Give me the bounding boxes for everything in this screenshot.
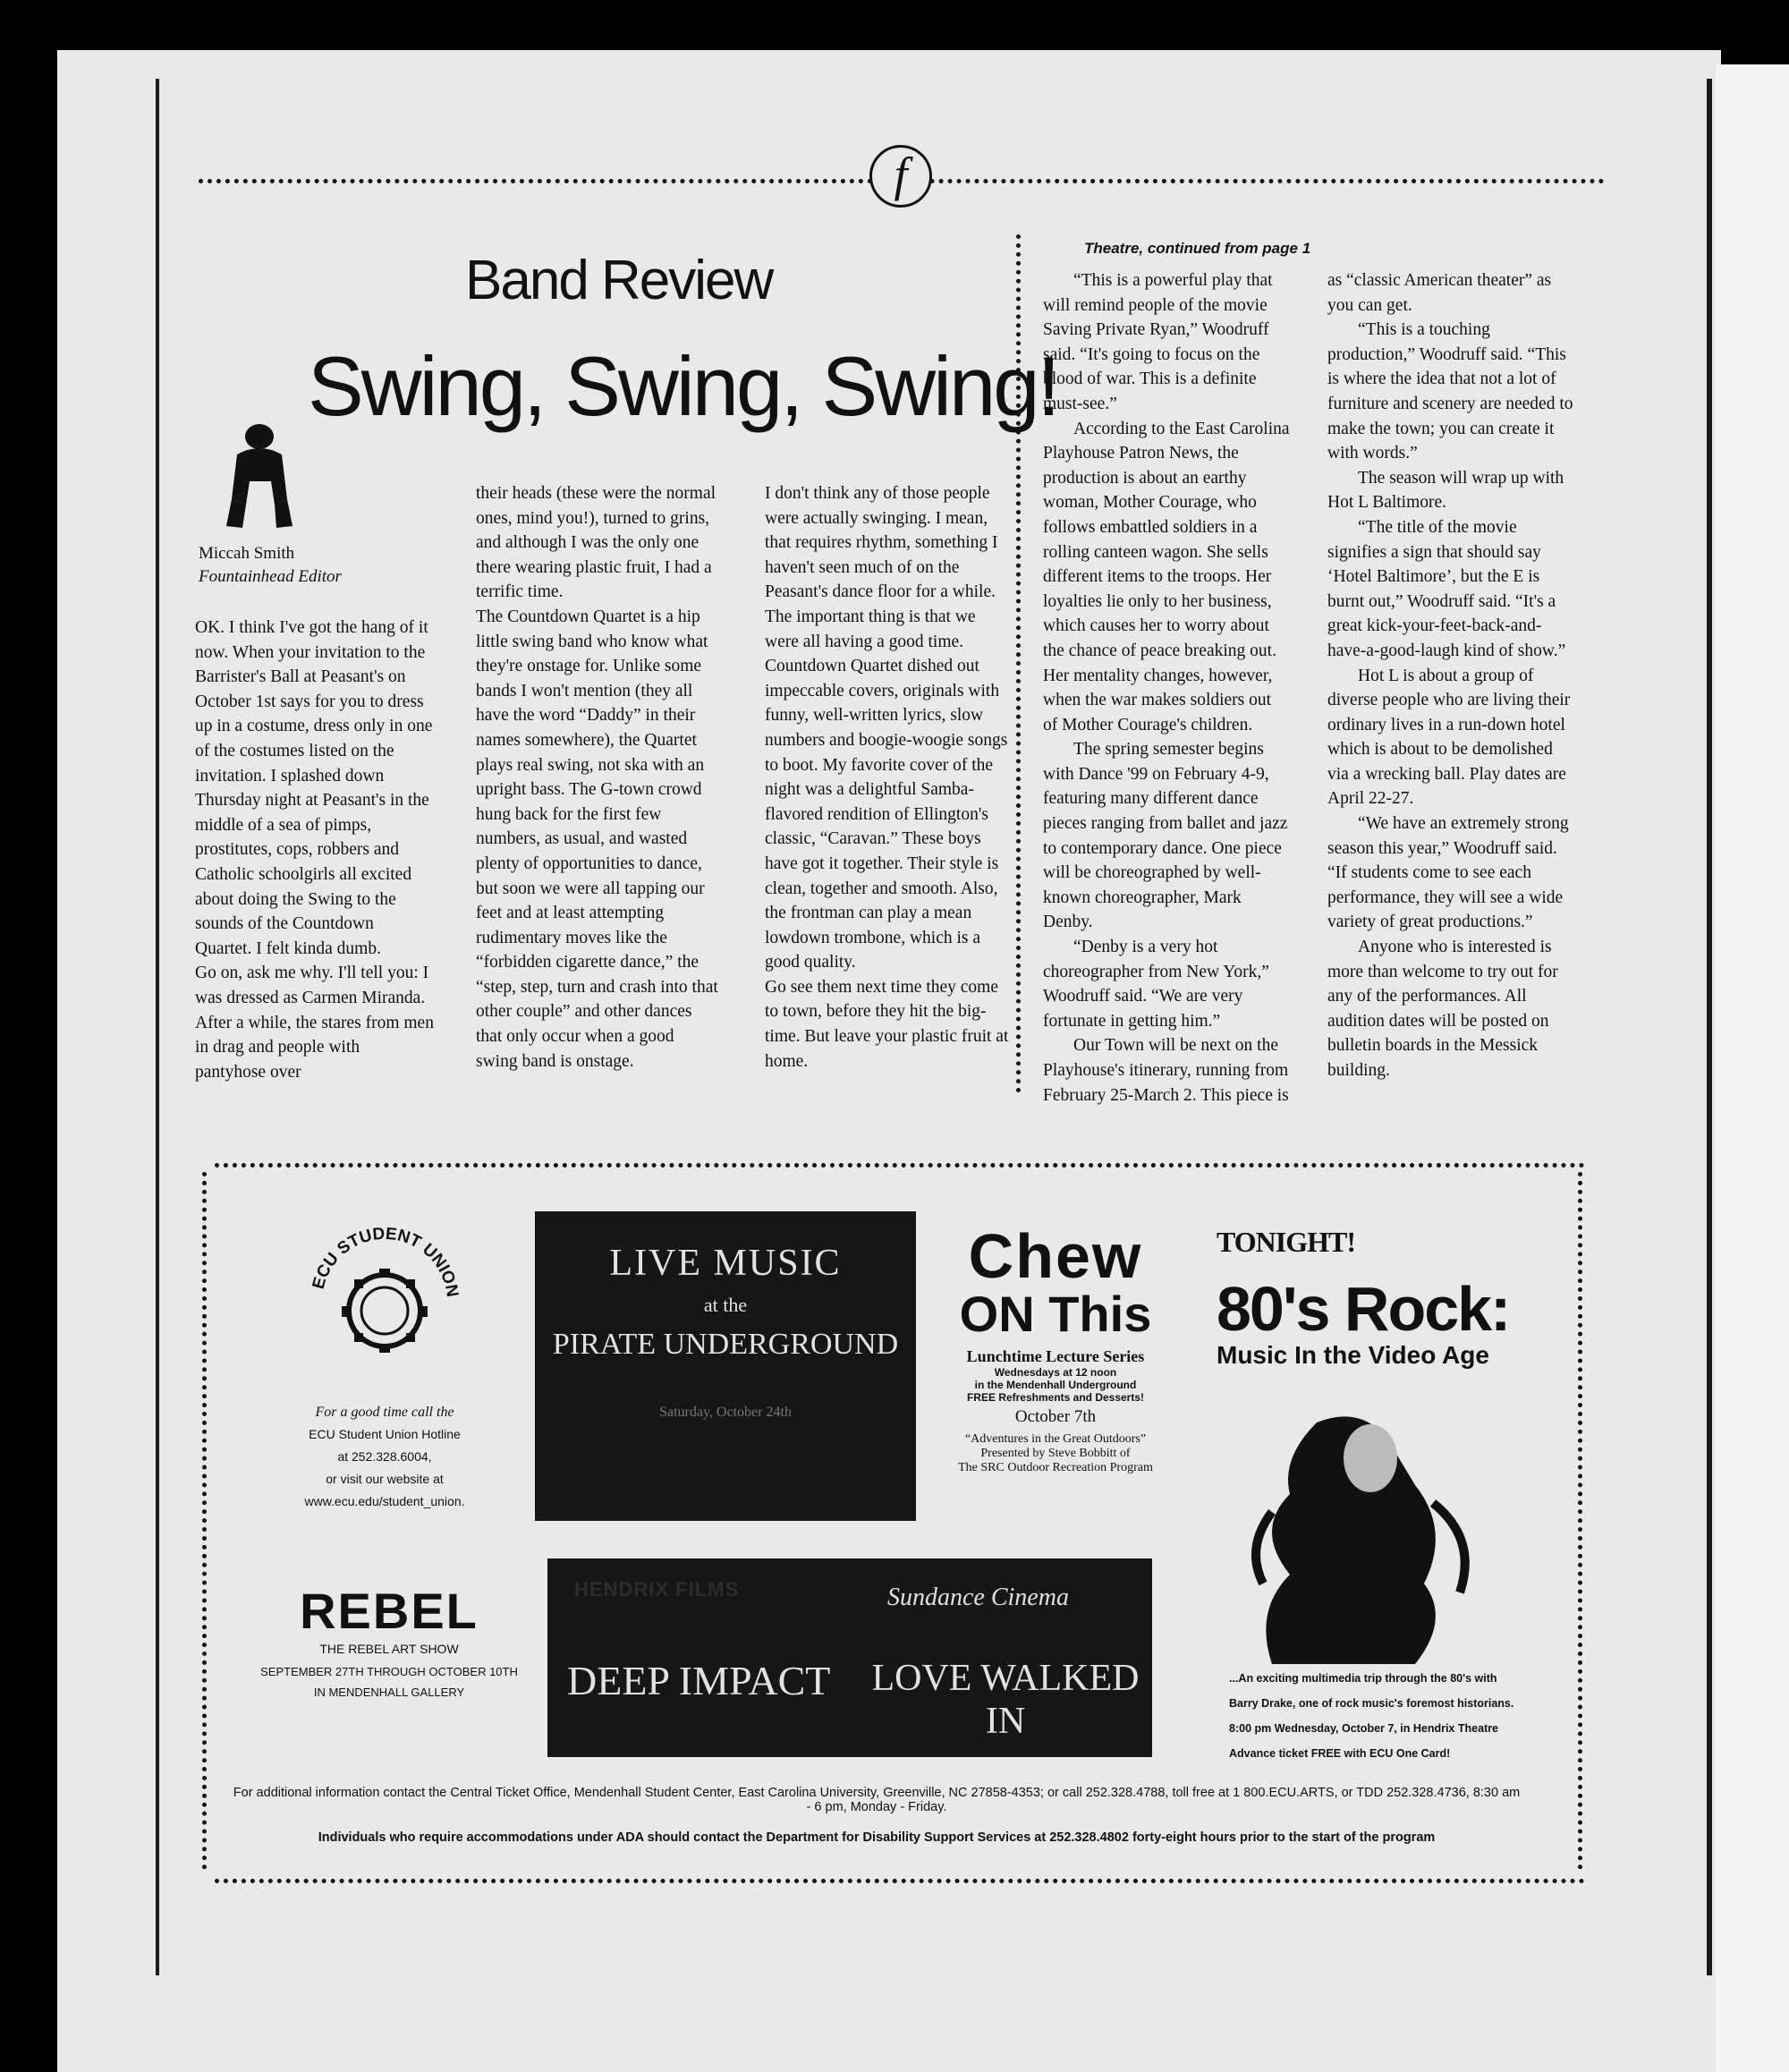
chew-title: Chew — [968, 1221, 1143, 1291]
films-ad — [547, 1558, 1152, 1757]
right-border-rule — [1707, 79, 1712, 1975]
theatre-paragraph: Anyone who is interested is more than welcome to try out for any of the performances. All audition dates will be posted on bulletin boards in the Messick building. — [1327, 938, 1558, 1080]
live-music-venue: PIRATE UNDERGROUND — [552, 1328, 899, 1361]
ad-box-bottom-border — [215, 1879, 1585, 1883]
student-union-logo-icon — [295, 1217, 474, 1369]
theatre-paragraph: According to the East Carolina Playhouse Patron News, the production is about an earthy woman, Mother Courage, who follows embattled soldiers in a rolling canteen wagon. She sells different items to the troops. Her loyalties lie only to her business, which causes her to worry about the chance of peace breaking out. Her mentality changes, however, when the war makes soldiers out of Mother Courage's children. — [1043, 419, 1290, 735]
review-column-2 — [476, 481, 719, 1074]
rock-desc-line: Barry Drake, one of rock music's foremost historians. — [1229, 1697, 1514, 1710]
section-letter-badge: f — [869, 145, 932, 208]
chew-talk: “Adventures in the Great Outdoors” — [964, 1432, 1147, 1446]
ad-box-top-border — [215, 1163, 1585, 1168]
byline-name: Miccah Smith — [199, 544, 295, 563]
main-headline: Swing, Swing, Swing! — [308, 339, 1058, 433]
sundance-cinema-label: Sundance Cinema — [887, 1584, 1069, 1611]
byline-title: Fountainhead Editor — [199, 567, 342, 586]
chew-free: FREE Refreshments and Desserts! — [966, 1391, 1145, 1404]
left-border-rule — [156, 79, 159, 1975]
review-column-3 — [765, 481, 1013, 1074]
theatre-paragraph: The spring semester begins with Dance '99 on February 4-9, featuring many different dance pieces ranging from ballet and jazz to contemporary dance. One piece will be choreographed by well-known choreographer, Mark Denby. — [1043, 740, 1288, 932]
theatre-paragraph: “The title of the movie signifies a sign that should say ‘Hotel Baltimore’, but the E is burnt out,” Woodruff said. “It's a great kick-your-feet-back-and-have-a-good-laugh kind of show.” — [1327, 517, 1566, 660]
theatre-paragraph: Our Town will be next on the Playhouse's itinerary, running from February 25-March 2. This piece is — [1043, 1036, 1289, 1105]
review-paragraph: Go on, ask me why. I'll tell you: I was dressed as Carmen Miranda. After a while, the stares from men in drag and people with pantyhose over — [195, 964, 434, 1082]
chew-program: The SRC Outdoor Recreation Program — [958, 1461, 1153, 1474]
union-logo-text: ECU STUDENT UNION — [309, 1224, 462, 1299]
union-website-link[interactable]: www.ecu.edu/student_union. — [304, 1494, 465, 1508]
rock-subtitle: Music In the Video Age — [1217, 1341, 1489, 1369]
rock-desc-line: Advance ticket FREE with ECU One Card! — [1229, 1747, 1451, 1760]
chew-title-2: ON This — [959, 1286, 1152, 1342]
rock-description — [1229, 1666, 1569, 1766]
column-dotted-separator — [1016, 234, 1021, 1093]
union-info-line: at 252.328.6004, — [337, 1449, 432, 1464]
theatre-column-1 — [1043, 268, 1290, 1108]
rock-desc-line: ...An exciting multimedia trip through the 80's with — [1229, 1672, 1497, 1685]
theatre-paragraph: Hot L is about a group of diverse people who are living their ordinary lives in a run-down hotel which is about to be demolished via a wrecking ball. Play dates are April 22-27. — [1327, 666, 1571, 809]
chew-where: in the Mendenhall Underground — [974, 1379, 1137, 1391]
kicker-headline: Band Review — [465, 250, 773, 311]
review-paragraph: The important thing is that we were all having a good time. Countdown Quartet dished out impeccable covers, originals with funny, well-written lyrics, slow numbers and boogie-woogie songs to boot. My favorite cover of the night was a delightful Samba-flavored rendition of Ellington's classic, “Caravan.” These boys have got it together. Their style is clean, together and smooth. Also, the frontman can play a mean lowdown trombone, which is a good quality. — [765, 607, 1008, 972]
union-info-line: For a good time call the — [315, 1405, 454, 1420]
rebel-art-show-ad — [250, 1582, 528, 1699]
ad-box-left-border — [202, 1172, 207, 1870]
footer-contact-info: For additional information contact the Central Ticket Office, Mendenhall Student Center, East Carolina University, Greenville, NC 27858-4353; or call 252.328.4788, toll free at 1 800.ECU.ARTS, or TDD 252.328.4736, 8:30 am - 6 pm, Monday - Friday. — [233, 1786, 1521, 1814]
union-hotline-info — [268, 1401, 501, 1513]
review-column-1 — [195, 616, 435, 1084]
chew-series: Lunchtime Lecture Series — [966, 1347, 1145, 1365]
hendrix-films-label: HENDRIX FILMS — [574, 1578, 740, 1601]
rock-desc-line: 8:00 pm Wednesday, October 7, in Hendrix Theatre — [1229, 1722, 1499, 1735]
theatre-paragraph: “This is a powerful play that will remind people of the movie Saving Private Ryan,” Woodruff said. “It's going to focus on the blood of war. This is a definite must-see.” — [1043, 271, 1273, 413]
review-paragraph: Go see them next time they come to town, before they hit the big-time. But leave your plastic fruit at home. — [765, 977, 1009, 1071]
live-music-at: at the — [703, 1294, 748, 1316]
rock-title: 80's Rock: — [1217, 1274, 1510, 1344]
review-paragraph: their heads (these were the normal ones, mind you!), turned to grins, and although I was the only one there wearing plastic fruit, I had a terrific time. — [476, 484, 716, 602]
union-info-line: or visit our website at — [326, 1472, 444, 1486]
rock-tonight: TONIGHT! — [1217, 1226, 1355, 1258]
rebel-subtitle: THE REBEL ART SHOW — [319, 1642, 459, 1656]
byline-photo — [219, 419, 300, 533]
chew-when: Wednesdays at 12 noon — [994, 1366, 1117, 1379]
chew-date: October 7th — [1014, 1407, 1097, 1426]
live-music-ad — [535, 1211, 916, 1521]
theatre-paragraph: The season will wrap up with Hot L Baltimore. — [1327, 468, 1564, 513]
theatre-paragraph: “Denby is a very hot choreographer from New York,” Woodruff said. “We are very fortunate in getting him.” — [1043, 938, 1269, 1031]
review-paragraph: The Countdown Quartet is a hip little swing band who know what they're onstage for. Unlike some bands I won't mention (they all have the word “Daddy” in their names somewhere), the Quartet plays real swing, not ska with an upright bass. The G-town crowd hung back for the first few numbers, as usual, and wasted plenty of opportunities to dance, but soon we were all tapping our feet and at least attempting rudimentary moves like the “forbidden cigarette dance,” the “step, step, turn and crash into that other couple” and other dances that only occur when a good swing band is onstage. — [476, 607, 718, 1071]
rebel-dates: SEPTEMBER 27TH THROUGH OCTOBER 10TH — [260, 1665, 518, 1678]
eighties-rock-ad — [1217, 1226, 1574, 1370]
jump-label: Theatre, continued from page 1 — [1084, 240, 1311, 257]
rock-singer-illustration — [1236, 1405, 1505, 1673]
theatre-paragraph: “This is a touching production,” Woodruff said. “This is where the idea that not a lot of furniture and scenery are needed to make the town; you can create it with words.” — [1327, 320, 1573, 463]
live-music-date: Saturday, October 24th — [659, 1405, 792, 1420]
rebel-place: IN MENDENHALL GALLERY — [313, 1686, 465, 1699]
theatre-column-2 — [1327, 268, 1574, 1083]
footer-ada-notice: Individuals who require accommodations under ADA should contact the Department for Disability Support Services at 252.328.4802 forty-eight hours prior to the start of the program — [318, 1830, 1436, 1845]
film-title-2: LOVE WALKED IN — [871, 1658, 1140, 1742]
chew-on-this-ad — [948, 1221, 1163, 1475]
rebel-title: REBEL — [300, 1583, 479, 1639]
review-paragraph: I don't think any of those people were actually swinging. I mean, that requires rhythm, something I haven't seen much of on the Peasant's dance floor for a while. — [765, 484, 998, 602]
theatre-paragraph: “We have an extremely strong season this year,” Woodruff said. “If students come to see each performance, they will see a wide variety of great productions.” — [1327, 814, 1569, 932]
chew-presenter: Presented by Steve Bobbitt of — [980, 1447, 1131, 1460]
union-info-line: ECU Student Union Hotline — [309, 1427, 461, 1441]
live-music-title: LIVE MUSIC — [609, 1243, 842, 1284]
ad-box-right-border — [1578, 1172, 1582, 1870]
adjacent-page-strip — [1716, 64, 1789, 2072]
theatre-paragraph: as “classic American theater” as you can get. — [1327, 271, 1552, 315]
review-paragraph: OK. I think I've got the hang of it now. When your invitation to the Barrister's Ball at Peasant's on October 1st says for you to dress up in a costume, dress only in one of the costumes listed on the invitation. I splashed down Thursday night at Peasant's in the middle of a sea of pimps, prostitutes, cops, robbers and Catholic schoolgirls all excited about doing the Swing to the sounds of the Countdown Quartet. I felt kinda dumb. — [195, 618, 433, 958]
film-title-1: DEEP IMPACT — [567, 1658, 831, 1703]
